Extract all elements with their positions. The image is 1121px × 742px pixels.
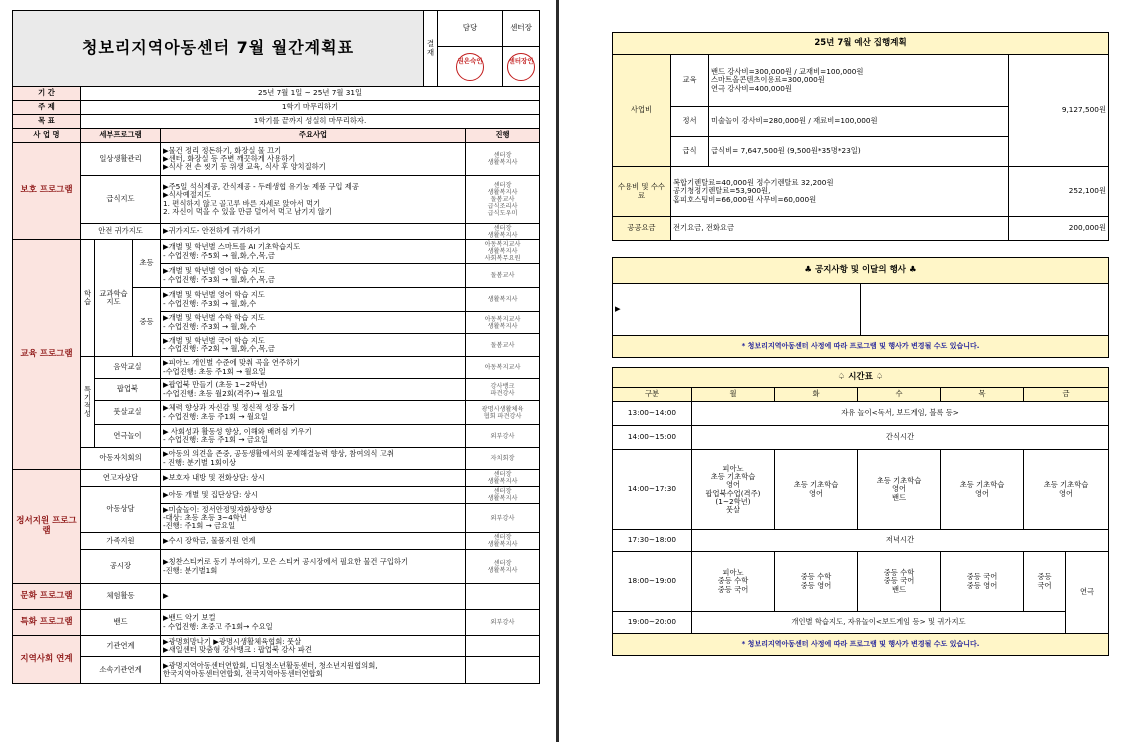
section-edu: 교육 프로그램 bbox=[13, 240, 81, 470]
row-text: ▶ bbox=[161, 584, 466, 610]
row-name: 가족지원 bbox=[81, 533, 161, 550]
header-value-theme: 1학기 마무리하기 bbox=[81, 101, 540, 115]
header-value-goal: 1학기를 끝까지 성실히 마무리하자. bbox=[81, 115, 540, 129]
section-emotional: 정서지원 프로그램 bbox=[13, 470, 81, 584]
row-name: 연고자상담 bbox=[81, 470, 161, 487]
row-name: 급식지도 bbox=[81, 176, 161, 224]
col-header-detail: 세부프로그램 bbox=[81, 129, 161, 143]
schedule-cell: 초등 기초학습 영어 밴드 bbox=[858, 450, 941, 530]
row-who: 센터장 생활복지사 bbox=[466, 550, 540, 584]
budget-utility-total: 200,000원 bbox=[1009, 217, 1109, 241]
section-special: 특화 프로그램 bbox=[13, 610, 81, 636]
col-header-main: 주요사업 bbox=[161, 129, 466, 143]
row-name: 체험활동 bbox=[81, 584, 161, 610]
sub-learn: 학습 bbox=[81, 240, 95, 357]
row-who: 외부강사 bbox=[466, 504, 540, 533]
row-name: 밴드 bbox=[81, 610, 161, 636]
row-who: 돌봄교사 bbox=[466, 264, 540, 288]
schedule-day-header: 화 bbox=[775, 388, 858, 402]
row-name: 안전 귀가지도 bbox=[81, 224, 161, 240]
row-who: 강사뱅크 파견강사 bbox=[466, 379, 540, 401]
row-who bbox=[466, 636, 540, 657]
schedule-time: 18:00~19:00 bbox=[613, 552, 692, 612]
row-who: 센터장 생활복지사 돌봄교사 급식조리사 급식도우미 bbox=[466, 176, 540, 224]
row-text: ▶개별 및 학년별 스마트를 AI 기초학습지도 - 수업진행: 주5회 → 월,화,수,목,금 bbox=[161, 240, 466, 264]
row-who: 센터장 생활복지사 bbox=[466, 470, 540, 487]
schedule-title: ♤ 시간표 ♤ bbox=[613, 368, 1109, 388]
seal-director-cell bbox=[503, 47, 540, 87]
row-who: 아동복지교사 생활복지사 bbox=[466, 312, 540, 334]
sub-middle: 중등 bbox=[133, 288, 161, 357]
schedule-cell: 초등 기초학습 영어 bbox=[941, 450, 1024, 530]
row-name: 기관연계 bbox=[81, 636, 161, 657]
row-name: 팝업북 bbox=[95, 379, 161, 401]
schedule-day-header: 목 bbox=[941, 388, 1024, 402]
section-care: 보호 프로그램 bbox=[13, 143, 81, 240]
row-who: 자치회장 bbox=[466, 448, 540, 470]
schedule-cell: 중등 수학 중등 영어 bbox=[775, 552, 858, 612]
row-text: ▶아동 개별 및 집단상담: 상시 bbox=[161, 487, 466, 504]
sub-elem: 초등 bbox=[133, 240, 161, 288]
schedule-cell: 초등 기초학습 영어 bbox=[775, 450, 858, 530]
schedule-time: 17:30~18:00 bbox=[613, 530, 692, 552]
schedule-day-header: 월 bbox=[692, 388, 775, 402]
monthly-plan-table bbox=[12, 10, 540, 684]
header-label-goal: 목 표 bbox=[13, 115, 81, 129]
notice-table bbox=[612, 257, 1109, 358]
schedule-day-header: 수 bbox=[858, 388, 941, 402]
budget-utility-label: 공공요금 bbox=[613, 217, 671, 241]
schedule-cell: 중등 국어 bbox=[1024, 552, 1066, 612]
budget-supplies-total: 252,100원 bbox=[1009, 167, 1109, 217]
row-text: ▶개별 및 학년별 국어 학습 지도 - 수업진행: 주2회 → 월,화,수,목,금 bbox=[161, 334, 466, 357]
schedule-cell: 피아노 초등 기초학습 영어 팝업북수업(격주) (1~2학년) 풋살 bbox=[692, 450, 775, 530]
schedule-table bbox=[612, 367, 1109, 656]
col-header-project: 사 업 명 bbox=[13, 129, 81, 143]
approval-label: 결재 bbox=[424, 11, 438, 87]
col-header-progress: 진행 bbox=[466, 129, 540, 143]
row-name: 연극놀이 bbox=[95, 425, 161, 448]
schedule-cell: 중등 국어 중등 영어 bbox=[941, 552, 1024, 612]
budget-utility-text: 전기요금, 전화요금 bbox=[671, 217, 1009, 241]
budget-meal-label: 급식 bbox=[671, 137, 709, 167]
row-who: 외부강사 bbox=[466, 610, 540, 636]
row-text: ▶귀가지도- 안전하게 귀가하기 bbox=[161, 224, 466, 240]
row-who: 센터장 생활복지사 bbox=[466, 224, 540, 240]
approval-col-staff: 담당 bbox=[438, 11, 503, 47]
row-who: 아동복지교사 생활복지사 사회복무요원 bbox=[466, 240, 540, 264]
notice-title: ♣ 공지사항 및 이달의 행사 ♣ bbox=[613, 258, 1109, 284]
row-who: 센터장 생활복지사 bbox=[466, 487, 540, 504]
row-who bbox=[466, 657, 540, 684]
header-value-period: 25년 7월 1일 ~ 25년 7월 31일 bbox=[81, 87, 540, 101]
schedule-time: 14:00~17:30 bbox=[613, 450, 692, 530]
row-text: ▶보호자 내방 및 전화상담: 상시 bbox=[161, 470, 466, 487]
row-text: ▶피아노 개인별 수준에 맞춰 곡을 연주하기 -수업진행: 초등 주1회 → 월요일 bbox=[161, 357, 466, 379]
schedule-cell: 연극 bbox=[1066, 552, 1109, 634]
header-label-theme: 주 제 bbox=[13, 101, 81, 115]
row-text: ▶아동의 의견을 존중, 공동생활에서의 문제해결능력 향상, 참여의식 고취 - 진행: 분기별 1회이상 bbox=[161, 448, 466, 470]
budget-supplies-text: 복합기렌탈료=40,000원 정수기렌탈료 32,200원 공기청정기렌탈료=53,900원, 홈피호스팅비=66,000원 사무비=60,000원 bbox=[671, 167, 1009, 217]
row-who: 생활복지사 bbox=[466, 288, 540, 312]
seal-staff: 권은숙인 bbox=[456, 53, 484, 81]
seal-staff-cell bbox=[438, 47, 503, 87]
row-name: 아동상담 bbox=[81, 487, 161, 533]
row-text: ▶미술놀이: 정서안정및자화상향상 -대상: 초등 초등 3~4학년 -진행: 주1회 → 금요일 bbox=[161, 504, 466, 533]
seal-director: 센터장인 bbox=[507, 53, 535, 81]
schedule-cell: 자유 놀이<독서, 보드게임, 블록 등> bbox=[692, 402, 1109, 426]
budget-meal-text: 급식비= 7,647,500원 (9,500원*35명*23일) bbox=[709, 137, 1009, 167]
row-name: 소속기관연계 bbox=[81, 657, 161, 684]
schedule-cell: 개인별 학습지도, 자유놀이<보드게임 등> 및 귀가지도 bbox=[692, 612, 1066, 634]
row-name: 공시장 bbox=[81, 550, 161, 584]
schedule-time: 13:00~14:00 bbox=[613, 402, 692, 426]
schedule-cell: 피아노 중등 수학 중등 국어 bbox=[692, 552, 775, 612]
budget-emo-label: 정서 bbox=[671, 107, 709, 137]
budget-biz-label: 사업비 bbox=[613, 55, 671, 167]
row-who bbox=[466, 584, 540, 610]
page-title: 청보리지역아동센터 7월 월간계획표 bbox=[13, 11, 424, 87]
row-text: ▶체력 향상과 자신감 및 정신적 성장 돕기 - 수업진행: 초등 주1회 → 월요일 bbox=[161, 401, 466, 425]
budget-edu-label: 교육 bbox=[671, 55, 709, 107]
row-who: 돌봄교사 bbox=[466, 334, 540, 357]
row-name: 풋살교실 bbox=[95, 401, 161, 425]
schedule-time: 19:00~20:00 bbox=[613, 612, 692, 634]
row-name: 음악교실 bbox=[95, 357, 161, 379]
row-text: ▶광명지역아동센터연합회, 디딤청소년활동센터, 청소년지원협의회, 한국지역아동센터연합회, 전국지역아동센터연합회 bbox=[161, 657, 466, 684]
schedule-day-header: 구분 bbox=[613, 388, 692, 402]
row-text: ▶팝업북 만들기 (초등 1~2학년) -수업진행: 초등 월2회(격주)→ 월요일 bbox=[161, 379, 466, 401]
notice-bullet: ▶ bbox=[613, 284, 861, 336]
schedule-cell: 초등 기초학습 영어 bbox=[1024, 450, 1109, 530]
notice-note: * 청보리지역아동센터 사정에 따라 프로그램 및 행사가 변경될 수도 있습니다. bbox=[613, 336, 1109, 358]
row-text: ▶물건 정리 정돈하기, 화장실 물 끄기 ▶센터, 화장실 등 주변 깨끗하게 사용하기 ▶식사 전 손 씻기 등 위생 교육, 식사 후 양치질하기 bbox=[161, 143, 466, 176]
budget-supplies-label: 수용비 및 수수료 bbox=[613, 167, 671, 217]
row-text: ▶개별 및 학년별 수학 학습 지도 - 수업진행: 주3회 → 월,화,수 bbox=[161, 312, 466, 334]
budget-title: 25년 7월 예산 집행계획 bbox=[613, 33, 1109, 55]
budget-edu-text: 밴드 강사비=300,000원 / 교재비=100,000원 스마트올콘텐츠이용료=300,000원 연극 강사비=400,000원 bbox=[709, 55, 1009, 107]
sub-subject: 교과학습 지도 bbox=[95, 240, 133, 357]
row-text: ▶밴드 악기 보컬 - 수업진행: 초중고 주1회→ 수요일 bbox=[161, 610, 466, 636]
sub-special: 특기적성 bbox=[81, 357, 95, 448]
budget-table bbox=[612, 32, 1109, 241]
row-who: 센터장 생활복지사 bbox=[466, 143, 540, 176]
row-text: ▶주5일 석식제공, 간식제공 - 두레생협 유기농 제품 구입 제공 ▶식사예절지도 1. 편식하지 않고 골고루 바른 자세로 앉아서 먹기 2. 자신이 먹을 수 있을 만큼 덜어서 먹고 남기지 않기 bbox=[161, 176, 466, 224]
row-text: ▶ 사회성과 활동성 향상, 이해와 배려심 키우기 - 수업진행: 초등 주1회 → 금요일 bbox=[161, 425, 466, 448]
row-who: 센터장 생활복지사 bbox=[466, 533, 540, 550]
row-who: 외부강사 bbox=[466, 425, 540, 448]
schedule-cell: 저녁시간 bbox=[692, 530, 1109, 552]
row-text: ▶칭찬스티커로 동기 부여하기, 모은 스티커 공시장에서 필요한 물건 구입하기 -진행: 분기별1회 bbox=[161, 550, 466, 584]
budget-emo-text: 미술놀이 강사비=280,000원 / 재료비=100,000원 bbox=[709, 107, 1009, 137]
schedule-day-header: 금 bbox=[1024, 388, 1109, 402]
section-culture: 문화 프로그램 bbox=[13, 584, 81, 610]
row-text: ▶수시 장학금, 물품지원 연계 bbox=[161, 533, 466, 550]
budget-biz-total: 9,127,500원 bbox=[1009, 55, 1109, 167]
row-name: 일상생활관리 bbox=[81, 143, 161, 176]
page-divider bbox=[556, 0, 559, 742]
row-text: ▶개별 및 학년별 영어 학습 지도 - 수업진행: 주3회 → 월,화,수,목,금 bbox=[161, 264, 466, 288]
schedule-time: 14:00~15:00 bbox=[613, 426, 692, 450]
schedule-note: * 청보리지역아동센터 사정에 따라 프로그램 및 행사가 변경될 수도 있습니다. bbox=[613, 634, 1109, 656]
schedule-cell: 간식시간 bbox=[692, 426, 1109, 450]
header-label-period: 기 간 bbox=[13, 87, 81, 101]
row-name: 아동자치회의 bbox=[81, 448, 161, 470]
row-text: ▶광명희망나기 ▶광명시생활체육협회: 풋살 ▶새일센터 맞춤형 강사뱅크 : 팝업북 강사 파견 bbox=[161, 636, 466, 657]
approval-col-director: 센터장 bbox=[503, 11, 540, 47]
notice-empty bbox=[861, 284, 1109, 336]
row-who: 아동복지교사 bbox=[466, 357, 540, 379]
row-who: 광명시생활체육 협회 파견강사 bbox=[466, 401, 540, 425]
section-community: 지역사회 연계 bbox=[13, 636, 81, 684]
schedule-cell: 중등 수학 중등 국어 밴드 bbox=[858, 552, 941, 612]
row-text: ▶개별 및 학년별 영어 학습 지도 - 수업진행: 주3회 → 월,화,수 bbox=[161, 288, 466, 312]
